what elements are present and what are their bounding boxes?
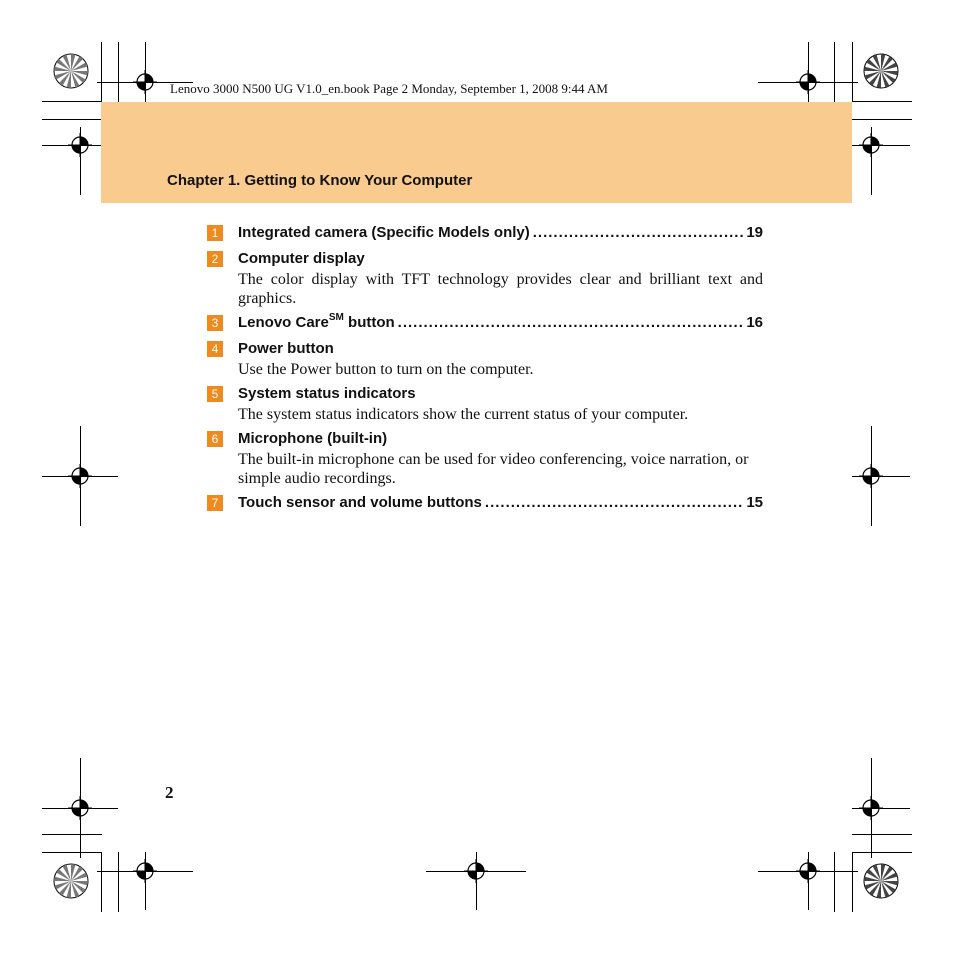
registration-target-icon	[133, 859, 157, 883]
registration-target-icon	[859, 133, 883, 157]
star-target-icon	[53, 863, 89, 899]
item-description: The built-in microphone can be used for video conferencing, voice narration, or simple audio recordings.	[238, 451, 749, 487]
star-target-icon	[863, 53, 899, 89]
crop-mark	[834, 852, 835, 912]
crop-mark	[118, 852, 119, 912]
crop-mark	[101, 42, 102, 102]
crop-mark	[852, 852, 853, 912]
list-item	[207, 428, 763, 488]
crop-mark	[834, 42, 835, 102]
callout-number: 4	[207, 341, 223, 357]
registration-target-icon	[68, 464, 92, 488]
star-target-icon	[53, 53, 89, 89]
callout-number: 1	[207, 225, 223, 241]
item-description: Use the Power button to turn on the computer.	[238, 361, 534, 378]
star-target-icon	[863, 863, 899, 899]
registration-target-icon	[859, 464, 883, 488]
registration-target-icon	[68, 796, 92, 820]
chapter-title: Chapter 1. Getting to Know Your Computer	[167, 172, 473, 189]
registration-target-icon	[464, 859, 488, 883]
callout-number: 2	[207, 251, 223, 267]
callout-number: 6	[207, 431, 223, 447]
list-item	[207, 492, 763, 514]
crop-mark	[101, 852, 102, 912]
crop-mark	[852, 42, 853, 102]
crop-mark	[852, 101, 912, 102]
item-title: Microphone (built-in)	[238, 430, 388, 447]
crop-mark	[852, 119, 912, 120]
list-item	[207, 312, 763, 334]
item-title: Integrated camera (Specific Models only)	[238, 224, 530, 241]
item-title-row	[238, 383, 763, 405]
list-item	[207, 248, 763, 308]
crop-mark	[852, 834, 912, 835]
callout-number: 5	[207, 386, 223, 402]
component-list	[207, 222, 763, 514]
crop-mark	[42, 101, 102, 102]
dot-leader	[533, 222, 744, 244]
crop-mark	[852, 852, 912, 853]
item-title: Lenovo Care℠ button	[238, 312, 395, 331]
crop-mark	[42, 852, 102, 853]
page-number: 2	[165, 783, 174, 802]
item-title-row	[238, 312, 763, 334]
item-title-row	[238, 248, 763, 270]
callout-number: 3	[207, 315, 223, 331]
item-title-row	[238, 222, 763, 244]
item-title-row	[238, 492, 763, 514]
page-reference: 15	[746, 494, 763, 511]
item-title-row	[238, 338, 763, 360]
page-reference: 16	[746, 314, 763, 331]
registration-target-icon	[68, 133, 92, 157]
crop-mark	[42, 119, 102, 120]
registration-target-icon	[133, 70, 157, 94]
service-mark: SM	[328, 312, 344, 323]
item-title: Computer display	[238, 250, 365, 267]
dot-leader	[398, 312, 744, 334]
item-title: Touch sensor and volume buttons	[238, 494, 482, 511]
dot-leader	[485, 492, 743, 514]
list-item	[207, 338, 763, 379]
registration-target-icon	[796, 70, 820, 94]
item-title: Power button	[238, 340, 334, 357]
item-title-row	[238, 428, 763, 450]
item-description: The system status indicators show the current status of your computer.	[238, 406, 689, 423]
crop-mark	[118, 42, 119, 102]
registration-target-icon	[859, 796, 883, 820]
registration-target-icon	[796, 859, 820, 883]
item-description: The color display with TFT technology provides clear and brilliant text and graphics.	[238, 271, 763, 307]
list-item	[207, 222, 763, 244]
item-title: System status indicators	[238, 385, 416, 402]
list-item	[207, 383, 763, 424]
book-slug-line: Lenovo 3000 N500 UG V1.0_en.book Page 2 Monday, September 1, 2008 9:44 AM	[170, 81, 608, 96]
crop-mark	[42, 834, 102, 835]
callout-number: 7	[207, 495, 223, 511]
page-reference: 19	[746, 224, 763, 241]
